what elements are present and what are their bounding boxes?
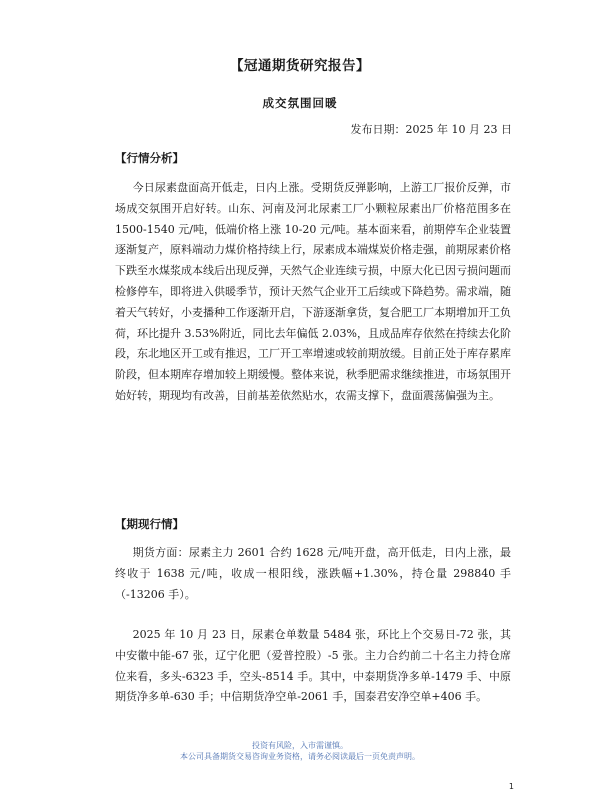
section-heading-market-analysis: 【行情分析】 [115, 151, 184, 165]
warehouse-receipt-paragraph: 2025 年 10 月 23 日，尿素仓单数量 5484 张，环比上个交易日-72 张，其中安徽中能-67 张，辽宁化肥（爱普控股）-5 张。主力合约前二十名主力持仓席位来看，多头-6323 手，空头-8514 手。其中，中泰期货净多单-1479 手、中原期货净多单-630 手；中信期货净空单-2061 手，国泰君安净空单+406 手。 [115, 628, 511, 704]
section-heading-futures-spot: 【期现行情】 [115, 517, 184, 531]
footer-disclaimer [0, 740, 600, 762]
futures-paragraph: 期货方面：尿素主力 2601 合约 1628 元/吨开盘，高开低走，日内上涨，最终收于 1638 元/吨，收成一根阳线，涨跌幅+1.30%，持仓量 298840 手（-13206 手）。 [115, 546, 511, 601]
document-title: 成交氛围回暖 [262, 96, 338, 110]
publish-date: 发布日期：2025 年 10 月 23 日 [350, 123, 512, 136]
page-number: 1 [508, 782, 514, 791]
market-analysis-paragraph: 今日尿素盘面高开低走，日内上涨。受期货反弹影响，上游工厂报价反弹，市场成交氛围开启好转。山东、河南及河北尿素工厂小颗粒尿素出厂价格范围多在 1500-1540 元/吨，低端价格上涨 10-20 元/吨。基本面来看，前期停车企业装置逐渐复产，原料端动力煤价格持续上行，尿素成本端煤炭价格走强，前期尿素价格下跌至水煤浆成本线后出现反弹，天然气企业连续亏损，中原大化已因亏损问题而检修停车，即将进入供暖季节，预计天然气企业开工后续或下降趋势。需求端，随着天气转好，小麦播种工作逐渐开启，下游逐渐拿货，复合肥工厂本期增加开工负荷，环比提升 3.53%附近，同比去年偏低 2.03%，且成品库存依然在持续去化阶段，东北地区开工或有推迟，工厂开工率增速或较前期放缓。目前正处于库存累库阶段，但本期库存增加较上期缓慢。整体来说，秋季肥需求继续推进，市场氛围开始好转，期现均有改善，目前基差依然贴水，农需支撑下，盘面震荡偏强为主。 [115, 181, 511, 402]
disclaimer-notice: 本公司具备期货交易咨询业务资格，请务必阅读最后一页免责声明。 [180, 752, 420, 761]
report-title: 【冠通期货研究报告】 [230, 58, 370, 74]
risk-warning: 投资有风险，入市需谨慎。 [252, 741, 348, 750]
